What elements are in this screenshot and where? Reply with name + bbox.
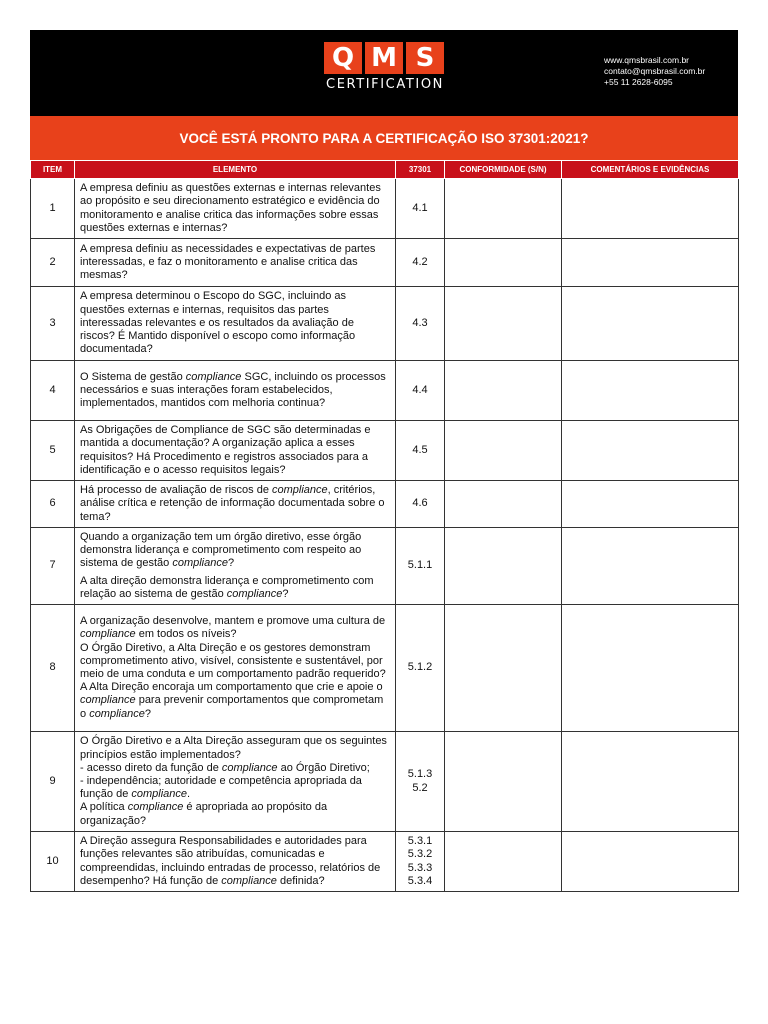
item-number: 8: [31, 605, 75, 732]
element-text: A organização desenvolve, mantem e promove uma cultura de compliance em todos os níveis? O Órgão Diretivo, a Alta Direção e os gestores demonstram comprometimento ativo, visível, consistente e sustentável, por meio de uma conduta e um comportamento padrão requerido? A Alta Direção encoraja um comportamento que crie e apoie o compliance para prevenir comportamentos que comprometam o compliance?: [75, 605, 396, 732]
clause-ref: 4.6: [396, 481, 445, 528]
element-text: A empresa determinou o Escopo do SGC, incluindo as questões externas e internas, requisitos das partes interessadas relevantes e os resultados da avaliação de riscos? É Mantido disponível o escopo como informação documentada?: [75, 287, 396, 361]
comments-cell[interactable]: [562, 287, 739, 361]
item-number: 6: [31, 481, 75, 528]
clause-ref: 5.1.1: [396, 528, 445, 605]
clause-ref: 4.5: [396, 421, 445, 481]
checklist-page: [30, 30, 738, 892]
table-row: [31, 832, 739, 892]
conformity-cell[interactable]: [445, 239, 562, 287]
qms-logo: [324, 42, 446, 92]
table-row: [31, 179, 739, 239]
clause-ref: 4.4: [396, 361, 445, 421]
element-text: Quando a organização tem um órgão diretivo, esse órgão demonstra liderança e comprometimento com respeito ao sistema de gestão compliance? A alta direção demonstra liderança e comprometimento com relação ao sistema de gestão compliance?: [75, 528, 396, 605]
clause-ref: 5.1.2: [396, 605, 445, 732]
item-number: 1: [31, 179, 75, 239]
column-header-item: ITEM: [31, 161, 75, 179]
clause-ref: 4.3: [396, 287, 445, 361]
element-text: Há processo de avaliação de riscos de compliance, critérios, análise crítica e retenção de informação documentada sobre o tema?: [75, 481, 396, 528]
logo-letter-m: M: [365, 42, 403, 74]
conformity-cell[interactable]: [445, 832, 562, 892]
conformity-cell[interactable]: [445, 481, 562, 528]
comments-cell[interactable]: [562, 528, 739, 605]
website-link[interactable]: www.qmsbrasil.com.br: [604, 55, 690, 65]
conformity-cell[interactable]: [445, 605, 562, 732]
item-number: 3: [31, 287, 75, 361]
column-header-comments: COMENTÁRIOS E EVIDÊNCIAS: [562, 161, 739, 179]
conformity-cell[interactable]: [445, 287, 562, 361]
phone-number: +55 11 2628-6095: [604, 77, 673, 87]
checklist-table: [30, 160, 739, 892]
element-text: O Sistema de gestão compliance SGC, incluindo os processos necessários e suas interações foram estabelecidos, implementados, mantidos com melhoria continua?: [75, 361, 396, 421]
column-header-clause: 37301: [396, 161, 445, 179]
comments-cell[interactable]: [562, 481, 739, 528]
conformity-cell[interactable]: [445, 732, 562, 832]
element-text: A Direção assegura Responsabilidades e autoridades para funções relevantes são atribuídas, comunicadas e compreendidas, incluindo entradas de processo, relatórios de desempenho? Há função de compliance definida?: [75, 832, 396, 892]
clause-ref: 4.2: [396, 239, 445, 287]
conformity-cell[interactable]: [445, 528, 562, 605]
header-banner: [30, 30, 738, 116]
column-header-conformity: CONFORMIDADE (S/N): [445, 161, 562, 179]
item-number: 10: [31, 832, 75, 892]
comments-cell[interactable]: [562, 179, 739, 239]
comments-cell[interactable]: [562, 732, 739, 832]
table-row: [31, 361, 739, 421]
email-link[interactable]: contato@qmsbrasil.com.br: [604, 66, 706, 76]
element-text: A empresa definiu as necessidades e expectativas de partes interessadas, e faz o monitoramento e analise critica das mesmas?: [75, 239, 396, 287]
comments-cell[interactable]: [562, 605, 739, 732]
item-number: 5: [31, 421, 75, 481]
conformity-cell[interactable]: [445, 421, 562, 481]
element-text: O Órgão Diretivo e a Alta Direção asseguram que os seguintes princípios estão implementados? - acesso direto da função de compliance ao Órgão Diretivo; - independência; autoridade e competência apropriada da função de compliance. A política compliance é apropriada ao propósito da organização?: [75, 732, 396, 832]
logo-letter-q: Q: [324, 42, 362, 74]
table-row: [31, 528, 739, 605]
element-text: A empresa definiu as questões externas e internas relevantes ao propósito e seu direcionamento estratégico e evidência do monitoramento e analise critica das informações sobre essas questões externas e internas?: [75, 179, 396, 239]
table-header-row: [31, 161, 739, 179]
logo-letter-s: S: [406, 42, 444, 74]
comments-cell[interactable]: [562, 832, 739, 892]
conformity-cell[interactable]: [445, 179, 562, 239]
item-number: 9: [31, 732, 75, 832]
item-number: 7: [31, 528, 75, 605]
table-row: [31, 287, 739, 361]
table-row: [31, 605, 739, 732]
comments-cell[interactable]: [562, 421, 739, 481]
page-title: VOCÊ ESTÁ PRONTO PARA A CERTIFICAÇÃO ISO 37301:2021?: [30, 116, 738, 160]
element-text: As Obrigações de Compliance de SGC são determinadas e mantida a documentação? A organização aplica a esses requisitos? Há Procedimento e registros associados para a identificação e o acesso requisitos legais?: [75, 421, 396, 481]
item-number: 2: [31, 239, 75, 287]
contact-info: [604, 55, 705, 88]
table-row: [31, 481, 739, 528]
clause-ref: 5.3.1 5.3.2 5.3.3 5.3.4: [396, 832, 445, 892]
table-row: [31, 421, 739, 481]
column-header-element: ELEMENTO: [75, 161, 396, 179]
logo-subtitle: CERTIFICATION: [326, 77, 444, 92]
comments-cell[interactable]: [562, 361, 739, 421]
item-number: 4: [31, 361, 75, 421]
clause-ref: 4.1: [396, 179, 445, 239]
conformity-cell[interactable]: [445, 361, 562, 421]
clause-ref: 5.1.3 5.2: [396, 732, 445, 832]
table-row: [31, 239, 739, 287]
table-row: [31, 732, 739, 832]
comments-cell[interactable]: [562, 239, 739, 287]
